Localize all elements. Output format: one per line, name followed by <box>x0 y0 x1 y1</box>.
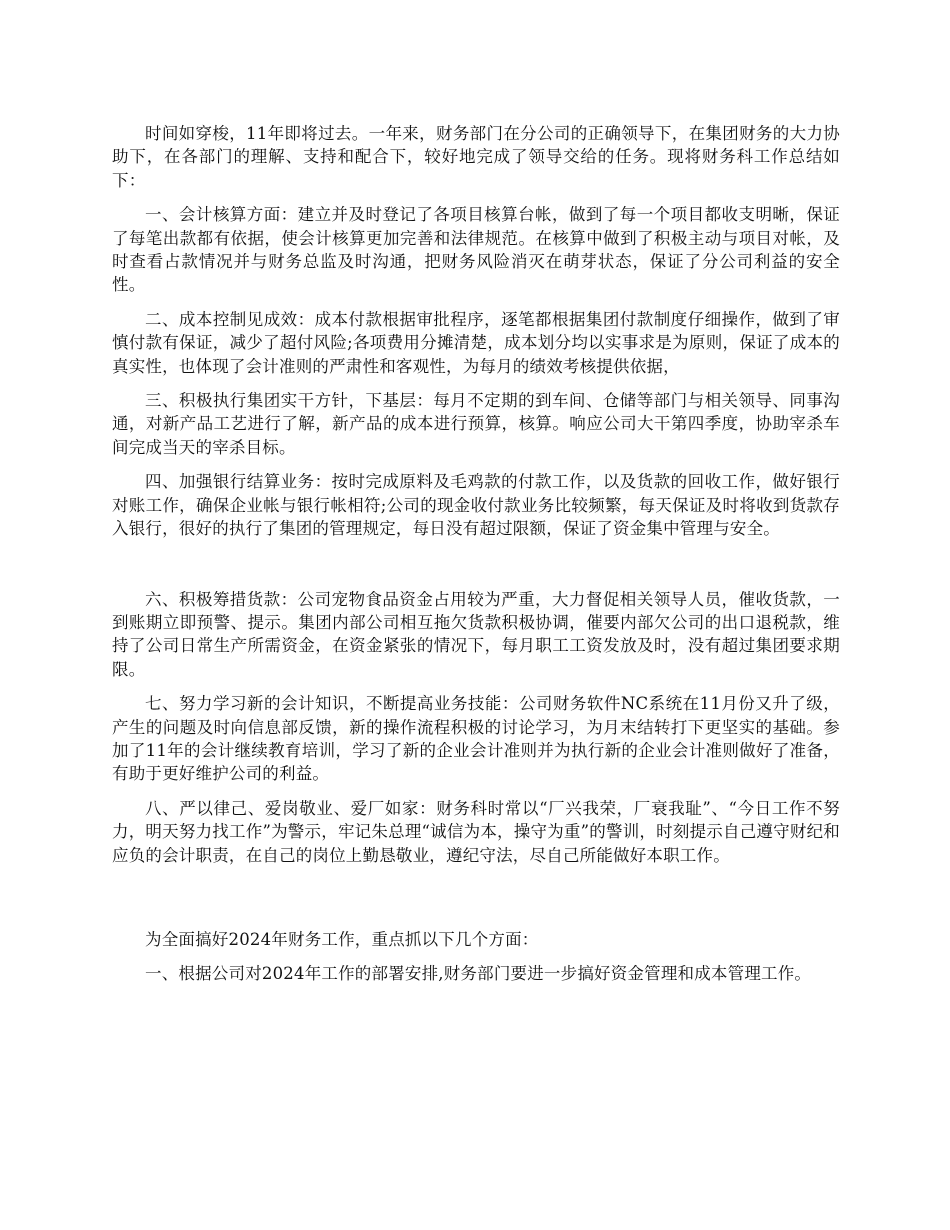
intro-paragraph: 时间如穿梭，11年即将过去。一年来，财务部门在分公司的正确领导下，在集团财务的大力协助下，在各部门的理解、支持和配合下，较好地完成了领导交给的任务。现将财务科工作总结如下： <box>112 124 840 190</box>
summary-item-grassroots: 三、积极执行集团实干方针，下基层：每月不定期的到车间、仓储等部门与相关领导、同事沟通，对新产品工艺进行了解，新产品的成本进行预算，核算。响应公司大干第四季度，协助宰杀车间完成当天的宰杀目标。 <box>112 391 840 457</box>
summary-item-accounting: 一、会计核算方面：建立并及时登记了各项目核算台帐，做到了每一个项目都收支明晰，保证了每笔出款都有依据，使会计核算更加完善和法律规范。在核算中做到了积极主动与项目对帐，及时查看占款情况并与财务总监及时沟通，把财务风险消灭在萌芽状态，保证了分公司利益的安全性。 <box>112 205 840 295</box>
plan-item-capital-management: 一、根据公司对2024年工作的部署安排,财务部门要进一步搞好资金管理和成本管理工作。 <box>145 964 812 984</box>
summary-item-bank-settlement: 四、加强银行结算业务：按时完成原料及毛鸡款的付款工作，以及货款的回收工作，做好银行对账工作，确保企业帐与银行帐相符;公司的现金收付款业务比较频繁，每天保证及时将收到货款存入银行，很好的执行了集团的管理规定，每日没有超过限额，保证了资金集中管理与安全。 <box>112 472 840 539</box>
section-spacer <box>112 552 840 588</box>
document-body <box>112 122 840 997</box>
summary-item-learning: 七、努力学习新的会计知识，不断提高业务技能：公司财务软件NC系统在11月份又升了级，产生的问题及时向信息部反馈，新的操作流程积极的讨论学习，为月末结转打下更坚实的基础。参加了11年的会计继续教育培训，学习了新的企业会计准则并为执行新的企业会计准则做好了准备，有助于更好维护公司的利益。 <box>112 694 840 784</box>
section-spacer <box>112 878 840 928</box>
plan-intro-paragraph: 为全面搞好2024年财务工作，重点抓以下几个方面： <box>145 929 539 949</box>
summary-item-fundraising: 六、积极筹措货款：公司宠物食品资金占用较为严重，大力督促相关领导人员，催收货款，一到账期立即预警、提示。集团内部公司相互拖欠货款积极协调，催要内部欠公司的出口退税款，维持了公司日常生产所需资金，在资金紧张的情况下，每月职工工资发放及时，没有超过集团要求期限。 <box>112 589 840 679</box>
summary-item-cost-control: 二、成本控制见成效：成本付款根据审批程序，逐笔都根据集团付款制度仔细操作，做到了审慎付款有保证，减少了超付风险;各项费用分摊清楚，成本划分均以实事求是为原则，保证了成本的真实性，也体现了会计准则的严肃性和客观性，为每月的绩效考核提供依据， <box>112 309 840 376</box>
summary-item-discipline: 八、严以律己、爱岗敬业、爱厂如家：财务科时常以“厂兴我荣，厂衰我耻”、“今日工作不努力，明天努力找工作”为警示，牢记朱总理“诚信为本，操守为重”的警训，时刻提示自己遵守财纪和应负的会计职责，在自己的岗位上勤恳敬业，遵纪守法，尽自己所能做好本职工作。 <box>112 798 840 865</box>
